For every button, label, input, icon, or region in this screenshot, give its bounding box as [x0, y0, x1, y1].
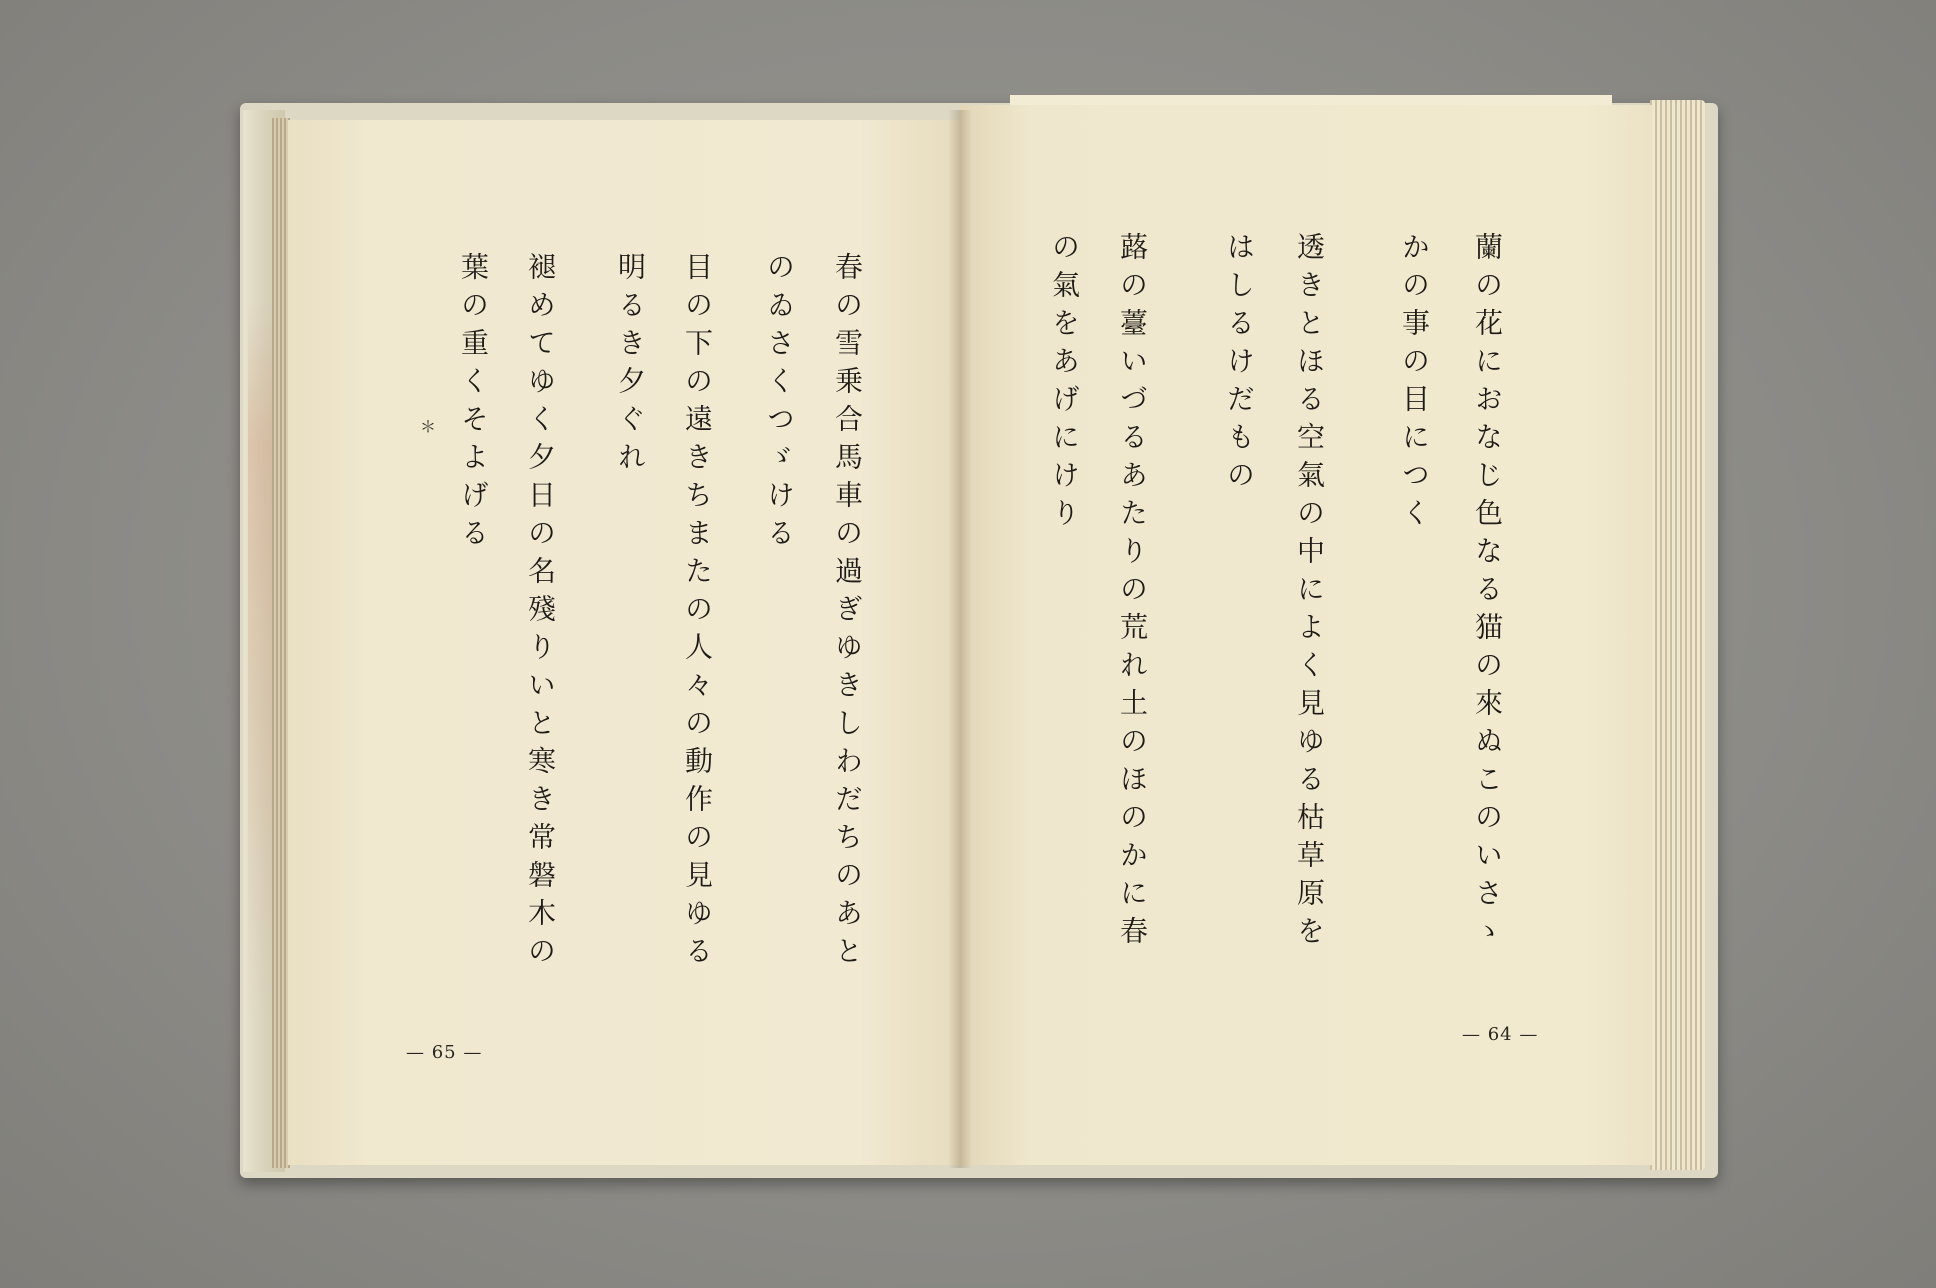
right-page-line-1: 蘭の花におなじ色なる猫の來ぬこのいさゝ: [1471, 232, 1504, 954]
left-page-line-4: 明るき夕ぐれ: [614, 252, 647, 480]
page-block-right: [1650, 100, 1705, 1170]
left-page-line-2: のゐさくつゞける: [763, 252, 796, 556]
right-page-line-3: 透きとほる空氣の中によく見ゆる枯草原を: [1293, 232, 1326, 954]
right-page-line-5: 蕗の薹いづるあたりの荒れ土のほのかに春: [1116, 232, 1149, 954]
left-page-line-6: 葉の重くそよげる: [457, 252, 490, 556]
book-gutter: [948, 110, 972, 1168]
right-page-line-6: の氣をあげにけり: [1048, 232, 1081, 536]
section-asterisk: ＊: [420, 417, 437, 436]
page-number-right: — 64 —: [1462, 1024, 1539, 1045]
page-number-left: — 65 —: [406, 1042, 483, 1063]
left-page-line-3: 目の下の遠きちまたの人々の動作の見ゆる: [681, 252, 714, 974]
right-page-line-4: はしるけだもの: [1223, 232, 1256, 498]
left-page-line-1: 春の雪乗合馬車の過ぎゆきしわだちのあと: [831, 252, 864, 974]
left-page-line-5: 褪めてゆく夕日の名殘りいと寒き常磐木の: [524, 252, 557, 974]
right-page-line-2: かの事の目につく: [1398, 232, 1431, 536]
